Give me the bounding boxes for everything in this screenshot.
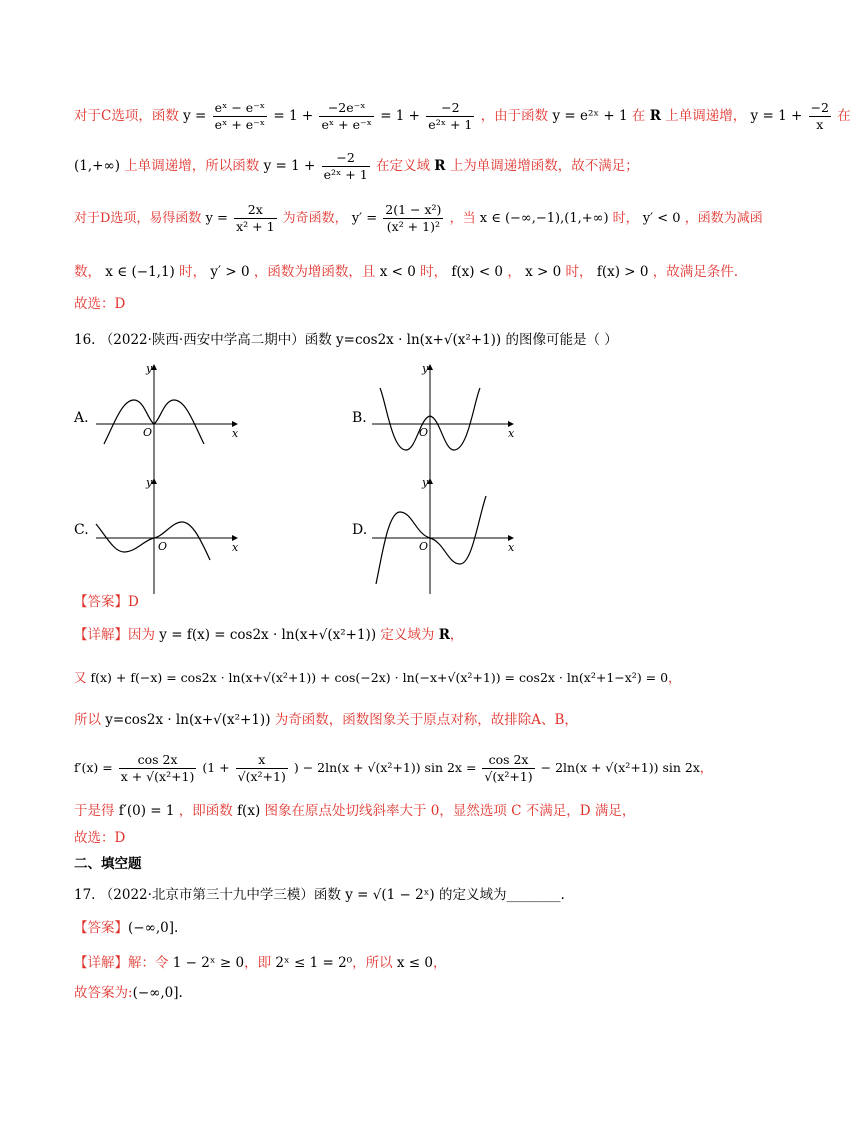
q16-option-a-graph[interactable]	[92, 362, 242, 482]
q17-detail: 【详解】解：令 1 − 2ˣ ≥ 0，即 2ˣ ≤ 1 = 2⁰，所以 x ≤ 0，	[74, 955, 447, 971]
axis-x-label: x	[508, 541, 515, 554]
q16-derivative: f′(x) = $\frac{\cos 2x}{\text{x + √(x²+1)}}$ (1 + $\frac{x}{\text{√(x²+1)}}$ ) − 2ln(x + √(x²+1)) sin 2x = $\frac{\cos 2x}{\text{√(x²+1)}}$ − 2ln(x + √(x²+1)) sin 2x，	[74, 752, 713, 784]
origin-label: O	[419, 426, 429, 439]
q16-option-d-label[interactable]: D.	[352, 522, 368, 538]
origin-label: O	[158, 540, 168, 553]
q16-option-c-label[interactable]: C.	[74, 522, 89, 538]
d-option-line-2: 数， x ∈ (−1,1) 时， y′ > 0 ，函数为增函数，且 x < 0 时， f(x) < 0 ， x > 0 时， f(x) > 0 ，故满足条件.	[74, 264, 739, 280]
d-option-frac-1: $\frac{2x}{\text{x² + 1}}$	[236, 202, 275, 234]
q16-option-b-label[interactable]: B.	[352, 410, 367, 426]
q16-detail-3: 所以 y=cos2x · ln(x+√(x²+1)) 为奇函数，函数图象关于原点对称，故排除A、B，	[74, 712, 578, 728]
origin-label: O	[419, 540, 429, 553]
q17-conclusion: 故答案为:(−∞,0].	[74, 985, 183, 1001]
axis-y-label: y	[422, 362, 429, 375]
c-option-text-1: 对于C选项，函数	[74, 108, 179, 124]
q16-detail-1: 【详解】因为 y = f(x) = cos2x · ln(x+√(x²+1)) 定义域为 R，	[74, 627, 464, 643]
d-option-line-1: 对于D选项，易得函数 y = $\frac{2x}{\text{x² + 1}}$ 为奇函数， y′ = $\frac{\text{2(1 − x²)}}{\text{(x² + 1)²}}$ ，当 x ∈ (−∞,−1),(1,+∞) 时， y′ < 0 ，函数为减函	[74, 202, 763, 234]
origin-label: O	[143, 426, 153, 439]
q16-answer: 【答案】D	[74, 594, 139, 610]
axis-y-label: y	[146, 362, 153, 375]
c-option-frac-5: $\frac{-2}{\text{e²ˣ + 1}}$	[323, 150, 368, 182]
q16-detail-5: 于是得 f′(0) = 1 ，即函数 f(x) 图象在原点处切线斜率大于 0，显然选项 C 不满足，D 满足，	[74, 803, 636, 819]
c-option-line-1: 对于C选项，函数 y = $\frac{\text{eˣ − e⁻ˣ}}{\text{eˣ + e⁻ˣ}}$ = 1 + $\frac{\text{−2e⁻ˣ}}{\text{eˣ + e⁻ˣ}}$ = 1 + $\frac{-2}{\text{e²ˣ + 1}}$ ，由于函数 y = e²ˣ + 1 在 R 上单调递增， y = 1 + $\frac{-2}{x}$ 在	[74, 100, 851, 132]
d-option-frac-2: $\frac{\text{2(1 − x²)}}{\text{(x² + 1)²}}$	[385, 202, 442, 234]
q16-option-d-graph[interactable]	[368, 476, 518, 596]
q16-option-a-label[interactable]: A.	[74, 410, 89, 426]
q16-detail-2: 又 f(x) + f(−x) = cos2x · ln(x+√(x²+1)) + cos(−2x) · ln(−x+√(x²+1)) = cos2x · ln(x²+1−x²) = 0，	[74, 670, 681, 685]
d-option-conclusion: 故选：D	[74, 296, 126, 312]
c-option-frac-3: $\frac{-2}{\text{e²ˣ + 1}}$	[428, 100, 473, 132]
section-title: 二、填空题	[74, 856, 142, 872]
q16-function: y=cos2x · ln(x+√(x²+1))	[336, 332, 502, 348]
q17-stem: 17. （2022·北京市第三十九中学三模）函数 y = √(1 − 2ˣ) 的定义域为________.	[74, 887, 565, 903]
q16-option-c-graph[interactable]	[92, 476, 242, 596]
axis-y-label: y	[146, 476, 153, 489]
c-option-frac-4: $\frac{-2}{x}$	[810, 100, 829, 132]
c-option-y-eq: y =	[183, 108, 207, 124]
q16-option-b-graph[interactable]	[368, 362, 518, 482]
c-option-line-2: (1,+∞) 上单调递增，所以函数 y = 1 + $\frac{-2}{\text{e²ˣ + 1}}$ 在定义域 R 上为单调递增函数，故不满足；	[74, 150, 639, 182]
q16-conclusion: 故选：D	[74, 830, 126, 846]
axis-x-label: x	[508, 427, 515, 440]
axis-x-label: x	[232, 427, 239, 440]
c-option-frac-2: $\frac{\text{−2e⁻ˣ}}{\text{eˣ + e⁻ˣ}}$	[321, 100, 372, 132]
q16-stem: 16. （2022·陕西·西安中学高二期中）函数 y=cos2x · ln(x+√(x²+1)) 的图像可能是（ ）	[74, 332, 618, 348]
q17-answer: 【答案】(−∞,0].	[74, 920, 179, 936]
axis-x-label: x	[232, 541, 239, 554]
c-option-expr2: y = e²ˣ + 1	[552, 108, 628, 124]
c-option-frac-1: $\frac{\text{eˣ − e⁻ˣ}}{\text{eˣ + e⁻ˣ}}$	[214, 100, 266, 132]
axis-y-label: y	[422, 476, 429, 489]
